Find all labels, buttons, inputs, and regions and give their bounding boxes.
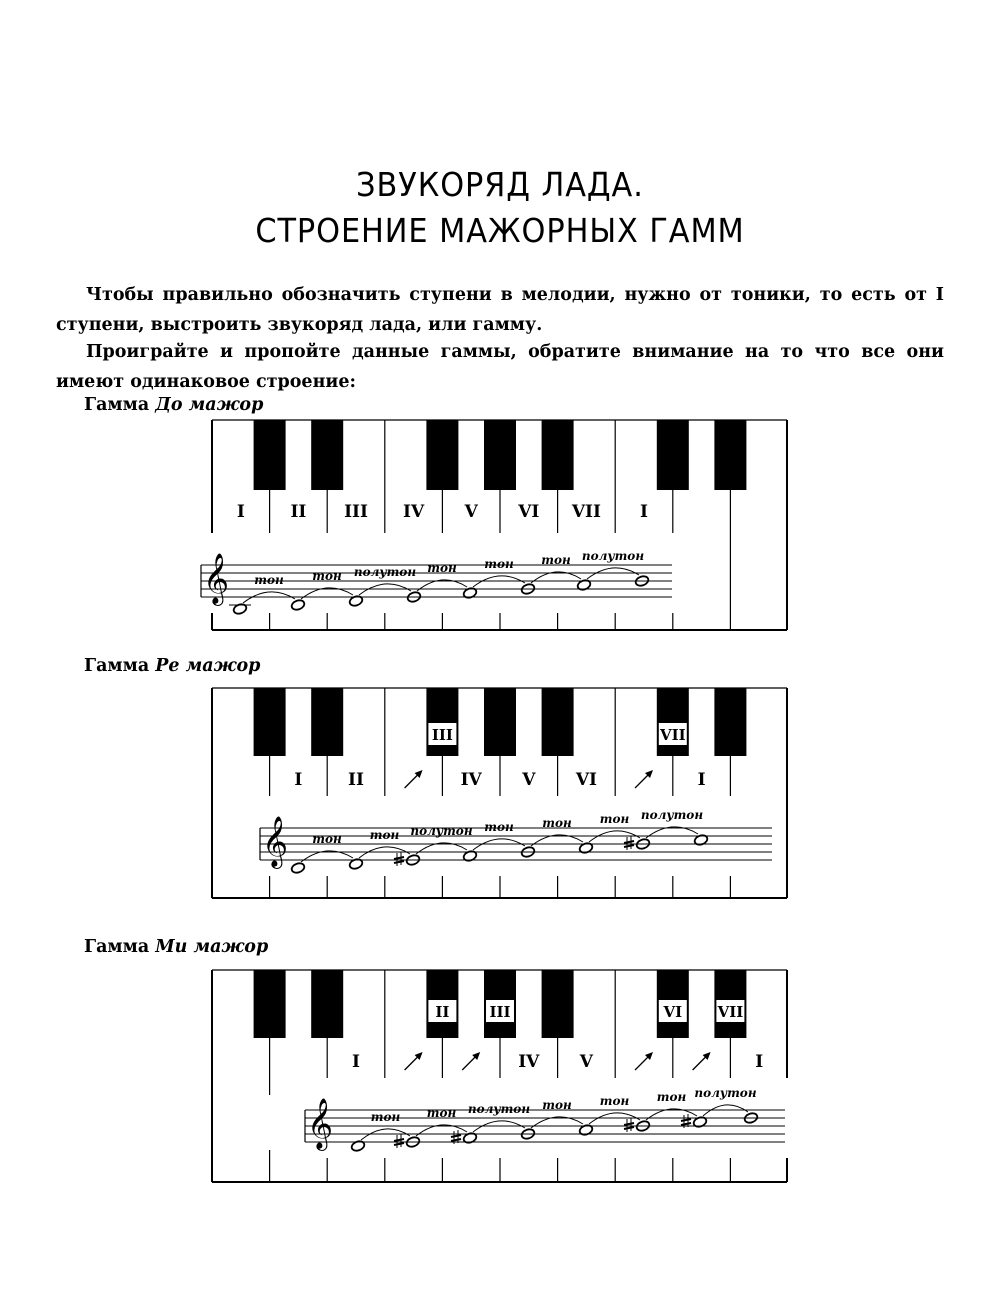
interval-label: тон — [427, 561, 457, 575]
black-key — [714, 688, 746, 756]
scale-label-prefix: Гамма — [84, 395, 150, 415]
black-key — [714, 420, 746, 490]
scale-label-prefix: Гамма — [84, 937, 150, 957]
interval-label: тон — [484, 820, 514, 834]
white-key-degree-label: IV — [518, 1052, 540, 1072]
scale-label-name: До мажор — [155, 395, 264, 415]
interval-label: тон — [541, 553, 571, 567]
white-key-degree-label: VI — [518, 502, 540, 522]
black-key-degree-label: VII — [717, 1003, 744, 1021]
black-key — [657, 420, 689, 490]
treble-clef-icon: 𝄞 — [307, 1098, 334, 1149]
scale-label-name: Ми мажор — [155, 937, 269, 957]
white-key-degree-label: II — [290, 502, 307, 522]
paragraph-text: Проиграйте и пропойте данные гаммы, обратите внимание на то что все они имеют одинаковое строение: — [56, 342, 944, 392]
instruction-paragraph — [56, 337, 944, 397]
interval-label: тон — [484, 557, 514, 571]
interval-label: тон — [656, 1090, 687, 1104]
white-key-degree-label: I — [352, 1052, 360, 1072]
interval-label: тон — [370, 1110, 401, 1124]
black-key — [484, 420, 516, 490]
treble-clef-icon: 𝄞 — [262, 816, 289, 867]
interval-label: полутон — [353, 565, 417, 579]
interval-label: тон — [254, 573, 284, 587]
white-key-degree-label: I — [294, 770, 303, 790]
page-title-line-2: СТРОЕНИЕ МАЖОРНЫХ ГАММ — [255, 211, 745, 250]
interval-label: полутон — [410, 824, 473, 838]
keyboard-diagram-e-major — [0, 970, 1000, 1185]
black-key — [426, 688, 458, 756]
interval-label: тон — [426, 1106, 457, 1120]
black-key — [254, 420, 286, 490]
interval-label: тон — [369, 828, 400, 842]
interval-label: полутон — [581, 549, 645, 563]
interval-label: тон — [542, 816, 572, 830]
interval-label: тон — [312, 832, 342, 846]
black-key — [542, 688, 574, 756]
white-key-degree-label: I — [640, 502, 648, 522]
black-key — [657, 688, 689, 756]
white-key-degree-label: VII — [571, 502, 601, 522]
scale-label-c-major — [84, 395, 263, 415]
scale-label-d-major — [84, 656, 260, 676]
black-key — [254, 688, 286, 756]
scale-label-e-major — [84, 937, 268, 957]
paragraph-text: Чтобы правильно обозначить ступени в мелодии, нужно от тоники, то есть от I ступени, выстроить звукоряд лада, или гамму. — [56, 285, 944, 335]
black-key-degree-label: III — [489, 1003, 511, 1021]
interval-label: полутон — [640, 808, 704, 822]
white-key-degree-label: IV — [460, 770, 482, 790]
black-key — [484, 688, 516, 756]
black-key-degree-label: II — [435, 1003, 450, 1021]
black-key — [542, 420, 574, 490]
page-title-line-1: ЗВУКОРЯД ЛАДА. — [356, 165, 644, 204]
white-key-degree-label: IV — [403, 502, 425, 522]
black-key — [311, 688, 343, 756]
white-key-degree-label: II — [348, 770, 364, 790]
black-key — [254, 970, 286, 1038]
black-key — [426, 420, 458, 490]
interval-label: тон — [542, 1098, 572, 1112]
black-key-degree-label: VII — [659, 726, 686, 744]
black-key — [311, 970, 343, 1038]
interval-label: тон — [599, 1094, 630, 1108]
scale-label-name: Ре мажор — [155, 656, 261, 676]
black-key-degree-label: III — [431, 726, 453, 744]
white-key-degree-label: I — [236, 502, 245, 522]
interval-label: полутон — [467, 1102, 531, 1116]
treble-clef-icon: 𝄞 — [203, 553, 230, 604]
keyboard-diagram-c-major — [0, 420, 1000, 640]
interval-label: полутон — [694, 1086, 757, 1100]
keyboard-diagram-d-major — [0, 688, 1000, 903]
black-key-degree-label: VI — [663, 1003, 683, 1021]
white-key-degree-label: VI — [575, 770, 597, 790]
black-key — [542, 970, 574, 1038]
interval-label: тон — [599, 812, 630, 826]
intro-paragraph — [56, 280, 944, 340]
white-key-degree-label: V — [464, 502, 478, 522]
white-key-degree-label: I — [697, 770, 706, 790]
interval-label: тон — [312, 569, 342, 583]
scale-label-prefix: Гамма — [84, 656, 150, 676]
white-key-degree-label: V — [579, 1052, 594, 1072]
white-key-degree-label: I — [755, 1052, 764, 1072]
black-key — [311, 420, 343, 490]
white-key-degree-label: V — [522, 770, 536, 790]
white-key-degree-label: III — [344, 502, 368, 522]
